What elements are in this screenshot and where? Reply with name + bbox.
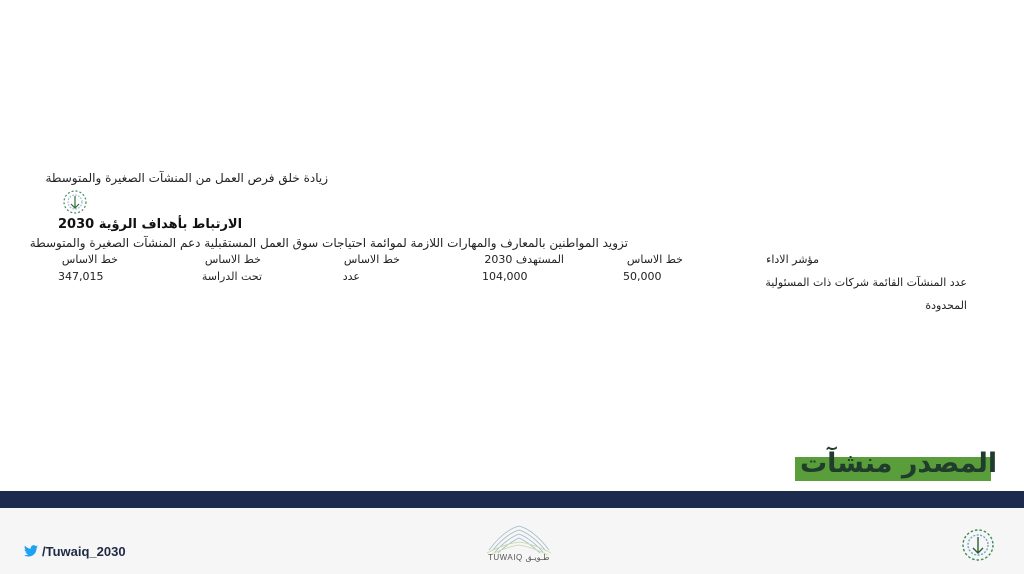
kpi-name: عدد المنشآت القائمة شركات ذات المسئولية المحدودة bbox=[765, 276, 967, 312]
vision-2030-emblem-icon bbox=[58, 186, 92, 218]
footer-navy-band bbox=[0, 491, 1024, 508]
header-target-2030: المستهدف 2030 bbox=[484, 253, 564, 266]
twitter-handle[interactable]: /Tuwaiq_2030 bbox=[42, 544, 126, 559]
page-subtitle: زيادة خلق فرص العمل من المنشآت الصغيرة والمتوسطة bbox=[45, 171, 328, 185]
header-baseline-3: خط الاساس bbox=[204, 253, 261, 266]
objective-text: تزويد المواطنين بالمعارف والمهارات اللازمة لموائمة احتياجات سوق العمل المستقبلية دعم المنشآت الصغيرة والمتوسطة bbox=[29, 236, 628, 250]
header-kpi: مؤشر الاداء bbox=[766, 253, 819, 266]
vision-2030-footer-emblem-icon bbox=[958, 525, 998, 565]
tuwaiq-logo-text: TUWAIQ طـويـق bbox=[488, 553, 550, 562]
twitter-icon[interactable] bbox=[24, 545, 38, 557]
vision-link-title: الارتباط بأهداف الرؤية 2030 bbox=[58, 217, 243, 232]
value-baseline: 50,000 bbox=[623, 270, 662, 283]
value-unit: عدد bbox=[342, 270, 360, 283]
header-baseline: خط الاساس bbox=[626, 253, 683, 266]
header-baseline-4: خط الاساس bbox=[61, 253, 118, 266]
value-under-study: تحت الدراسة bbox=[201, 270, 262, 283]
header-baseline-2: خط الاساس bbox=[343, 253, 400, 266]
source-label: المصدر منشآت bbox=[800, 448, 998, 479]
value-target-2030: 104,000 bbox=[482, 270, 528, 283]
value-baseline-total: 347,015 bbox=[58, 270, 104, 283]
